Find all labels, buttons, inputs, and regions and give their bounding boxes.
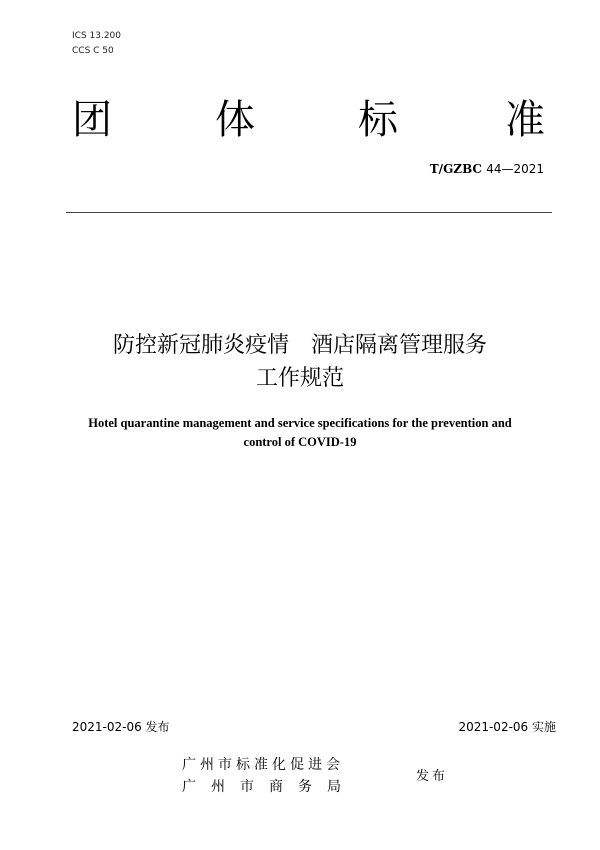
issuer-2: 广州市商务局 (182, 779, 356, 795)
chinese-title-line-1: 防控新冠肺炎疫情 酒店隔离管理服务 (112, 333, 487, 358)
doc-type-char-1: 团 (72, 97, 112, 143)
english-title-line-1: Hotel quarantine management and service specifications for the prevention and (88, 416, 512, 430)
publish-date: 2021-02-06 发布 (72, 720, 170, 734)
ics-code: ICS 13.200 (72, 31, 122, 41)
doc-type-char-3: 标 (358, 97, 398, 143)
issued-label: 发布 (416, 769, 449, 784)
header-divider (66, 212, 552, 213)
issuer-1: 广州市标准化促进会 (182, 757, 344, 773)
doc-type-char-2: 体 (215, 97, 255, 143)
standard-number-value: 44—2021 (486, 162, 544, 176)
chinese-title-line-2: 工作规范 (255, 366, 344, 391)
ccs-code: CCS C 50 (72, 46, 114, 56)
doc-type-char-4: 准 (505, 97, 545, 143)
english-title-line-2: control of COVID-19 (243, 435, 357, 449)
standard-number (430, 162, 544, 176)
standard-prefix: T/GZBC (429, 162, 482, 176)
implement-date: 2021-02-06 实施 (458, 720, 556, 734)
